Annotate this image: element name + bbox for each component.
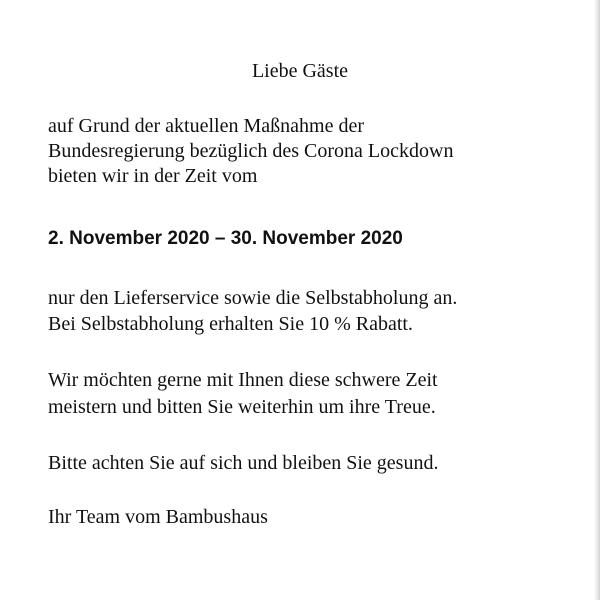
intro-line-2: Bundesregierung bezüglich des Corona Lockdown [48,140,454,162]
closing-line: Bitte achten Sie auf sich und bleiben Sie gesund. [48,452,439,474]
service-line-2: Bei Selbstabholung erhalten Sie 10 % Rabatt. [48,313,413,335]
date-range: 2. November 2020 – 30. November 2020 [48,228,403,249]
intro-line-1: auf Grund der aktuellen Maßnahme der [48,115,364,137]
hope-line-2: meistern und bitten Sie weiterhin um ihre Treue. [48,396,436,418]
signature-line: Ihr Team vom Bambushaus [48,506,268,528]
greeting-heading: Liebe Gäste [251,60,349,82]
page-edge-shadow [594,0,600,600]
intro-line-3: bieten wir in der Zeit vom [48,165,258,187]
service-line-1: nur den Lieferservice sowie die Selbstabholung an. [48,287,458,309]
hope-line-1: Wir möchten gerne mit Ihnen diese schwere Zeit [48,369,438,391]
